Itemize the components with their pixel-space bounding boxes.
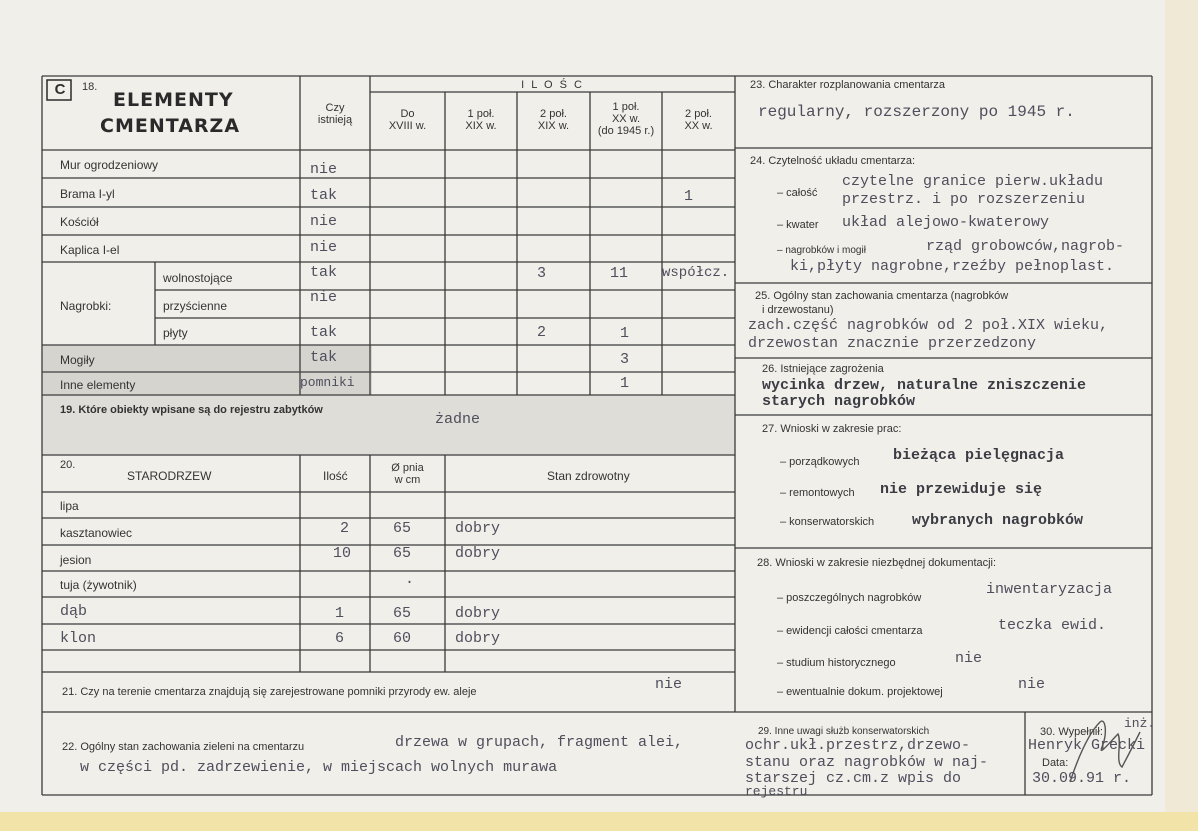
header-col-1pol-xx: 1 poł. XX w. (do 1945 r.): [597, 101, 655, 137]
row-label: Mur ogrodzeniowy: [60, 158, 159, 172]
q30-title: inż.: [1124, 716, 1156, 731]
q24-calosc-line1: czytelne granice pierw.układu: [842, 173, 1104, 190]
q22-answer-line2: w części pd. zadrzewienie, w miejscach wolnych murawa: [80, 759, 558, 776]
tree-diameter: 65: [393, 520, 412, 537]
tree-diameter: 60: [393, 630, 412, 647]
q29-answer-line4: rejestru: [745, 784, 808, 799]
count-value: 1: [620, 375, 630, 392]
q24-label: 24. Czytelność układu cmentarza:: [750, 155, 916, 167]
q21-label: 21. Czy na terenie cmentarza znajdują się zarejestrowane pomniki przyrody ew. aleje: [62, 686, 477, 698]
q27-kons-label: – konserwatorskich: [780, 516, 875, 528]
tree-name: jesion: [60, 553, 92, 567]
header-ilosc: I L O Ś C: [521, 79, 584, 91]
q24-nagrobkow-line2: ki,płyty nagrobne,rzeźby pełnoplast.: [790, 258, 1115, 275]
exists-value: nie: [310, 213, 338, 230]
exists-value: tak: [310, 324, 338, 341]
header-col-xviii: Do XVIII w.: [388, 108, 427, 132]
count-value: 3: [537, 265, 547, 282]
q27-kons: wybranych nagrobków: [912, 512, 1084, 529]
row-label: Mogiły: [60, 353, 95, 367]
q24-kwater-label: – kwater: [777, 219, 819, 231]
q27-rem-label: – remontowych: [780, 487, 855, 499]
q28-c-label: – studium historycznego: [777, 657, 896, 669]
q23-answer: regularny, rozszerzony po 1945 r.: [758, 103, 1075, 121]
tree-qty: 2: [340, 520, 350, 537]
q28-b-label: – ewidencji całości cmentarza: [777, 625, 923, 637]
q28-a-label: – poszczególnych nagrobków: [777, 592, 922, 604]
exists-value: pomniki: [300, 375, 355, 390]
q28-a: inwentaryzacja: [986, 581, 1113, 598]
col-piersnica: Ø pnia w cm: [391, 462, 424, 486]
q30-date-label: Data:: [1042, 757, 1069, 769]
q27-porz-label: – porządkowych: [780, 456, 860, 468]
tree-diameter: ·: [405, 574, 415, 591]
q25-label-line1: 25. Ogólny stan zachowania cmentarza (nagrobków: [755, 290, 1009, 302]
tree-name: lipa: [60, 499, 79, 513]
count-value: 1: [684, 188, 694, 205]
q24-nagrobkow-label: – nagrobków i mogił: [777, 245, 866, 256]
q27-porz: bieżąca pielęgnacja: [893, 447, 1065, 464]
tree-state: dobry: [455, 605, 501, 622]
q28-d: nie: [1018, 676, 1046, 693]
tree-diameter: 65: [393, 605, 412, 622]
q25-label-line2: i drzewostanu): [762, 304, 834, 316]
header-czy-istnieja: Czy istnieją: [317, 102, 353, 126]
section-title-line2: CMENTARZA: [100, 115, 241, 137]
q27-label: 27. Wnioski w zakresie prac:: [762, 423, 902, 435]
tree-state: dobry: [455, 520, 501, 537]
tree-name: klon: [60, 630, 97, 647]
nagrobki-label: Nagrobki:: [60, 299, 112, 313]
q19-answer: żadne: [435, 411, 481, 428]
q19-label: 19. Które obiekty wpisane są do rejestru zabytków: [60, 404, 323, 416]
exists-value: nie: [310, 161, 338, 178]
q24-calosc-line2: przestrz. i po rozszerzeniu: [842, 191, 1086, 208]
exists-value: nie: [310, 289, 338, 306]
row-label: Kościół: [60, 215, 99, 229]
q23-label: 23. Charakter rozplanowania cmentarza: [750, 79, 946, 91]
section-20-number: 20.: [60, 459, 76, 471]
q28-d-label: – ewentualnie dokum. projektowej: [777, 686, 943, 698]
count-value: 11: [610, 265, 629, 282]
col-ilosc: Ilość: [323, 469, 348, 483]
section-number: 18.: [82, 81, 98, 93]
q22-answer-line1: drzewa w grupach, fragment alei,: [395, 734, 684, 751]
section-badge: C: [54, 81, 66, 98]
section-20-title: STARODRZEW: [127, 469, 212, 483]
exists-value: nie: [310, 239, 338, 256]
count-value: 1: [620, 325, 630, 342]
col-stan: Stan zdrowotny: [547, 469, 630, 483]
tree-name: kasztanowiec: [60, 526, 133, 540]
q22-label: 22. Ogólny stan zachowania zieleni na cmentarzu: [62, 741, 305, 753]
row-label: przyścienne: [163, 299, 228, 313]
tree-diameter: 65: [393, 545, 412, 562]
q24-kwater: układ alejowo-kwaterowy: [842, 214, 1050, 231]
signature-icon: [1060, 712, 1152, 792]
q24-calosc-label: – całość: [777, 187, 818, 199]
q26-answer-line2: starych nagrobków: [762, 393, 916, 410]
header-col-2pol-xix: 2 poł. XIX w.: [537, 108, 570, 132]
q30-name: Henryk Grecki: [1028, 737, 1146, 754]
count-value: 2: [537, 324, 547, 341]
tree-name: tuja (żywotnik): [60, 578, 137, 592]
q26-answer-line1: wycinka drzew, naturalne zniszczenie: [762, 377, 1087, 394]
row-label: płyty: [163, 326, 188, 340]
q25-answer-line1: zach.część nagrobków od 2 poł.XIX wieku,: [748, 317, 1109, 334]
header-col-1pol-xix: 1 poł. XIX w.: [465, 108, 497, 132]
tree-qty: 6: [335, 630, 345, 647]
q26-label: 26. Istniejące zagrożenia: [762, 363, 884, 375]
section-title-line1: ELEMENTY: [113, 89, 234, 111]
row-label: wolnostojące: [163, 271, 233, 285]
row-label: Brama I-yl: [60, 187, 115, 201]
q30-label: 30. Wypełnił:: [1040, 726, 1103, 738]
tree-qty: 10: [333, 545, 352, 562]
q27-rem: nie przewiduje się: [880, 481, 1043, 498]
q25-answer-line2: drzewostan znacznie przerzedzony: [748, 335, 1037, 352]
q28-b: teczka ewid.: [998, 617, 1107, 634]
exists-value: tak: [310, 349, 338, 366]
q21-answer: nie: [655, 676, 683, 693]
tree-state: dobry: [455, 545, 501, 562]
tree-state: dobry: [455, 630, 501, 647]
tree-name: dąb: [60, 603, 88, 620]
q29-answer-line3: starszej cz.cm.z wpis do: [745, 770, 962, 787]
exists-value: tak: [310, 187, 338, 204]
q29-answer-line2: stanu oraz nagrobków w naj-: [745, 754, 989, 771]
exists-value: tak: [310, 264, 338, 281]
q28-label: 28. Wnioski w zakresie niezbędnej dokumentacji:: [757, 557, 997, 569]
q30-date: 30.09.91 r.: [1032, 770, 1132, 787]
q24-nagrobkow-line1: rząd grobowców,nagrob-: [926, 238, 1125, 255]
tree-qty: 1: [335, 605, 345, 622]
header-col-2pol-xx: 2 poł. XX w.: [684, 108, 713, 132]
q29-answer-line1: ochr.ukł.przestrz,drzewo-: [745, 737, 971, 754]
count-value: 3: [620, 351, 630, 368]
count-value: współcz.: [662, 265, 730, 281]
row-label: Kaplica I-el: [60, 243, 120, 257]
q28-c: nie: [955, 650, 983, 667]
q29-label: 29. Inne uwagi służb konserwatorskich: [758, 726, 930, 737]
row-label: Inne elementy: [60, 378, 136, 392]
